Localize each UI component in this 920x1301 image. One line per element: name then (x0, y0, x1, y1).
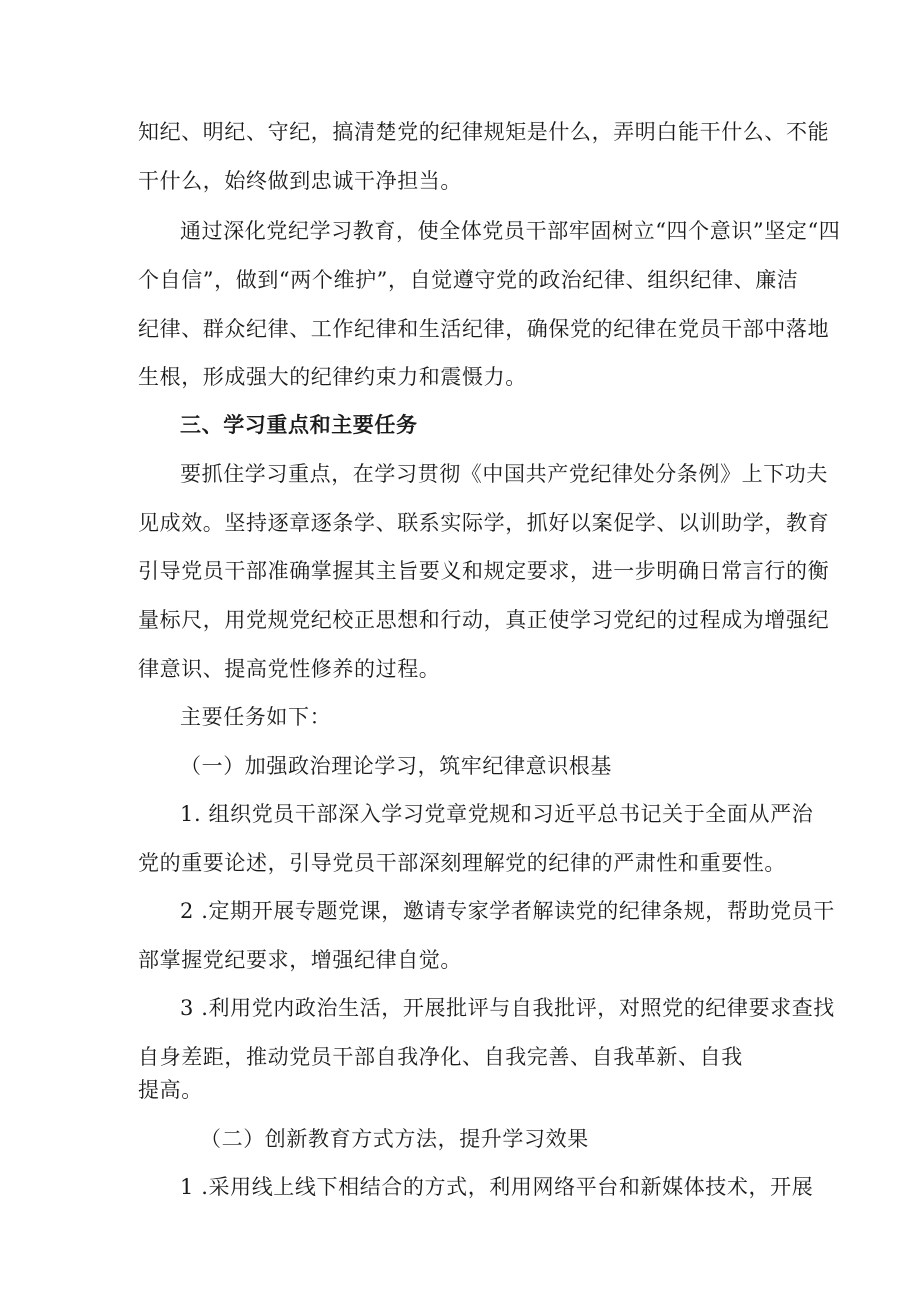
list-item-line: 1. 组织党员干部深入学习党章党规和习近平总书记关于全面从严治 (180, 802, 814, 826)
list-item-line: 提高。 (138, 1078, 203, 1102)
paragraph-line: 主要任务如下： (180, 705, 332, 729)
list-item-line: 党的重要论述，引导党员干部深刻理解党的纪律的严肃性和重要性。 (138, 851, 786, 875)
paragraph-line: 纪律、群众纪律、工作纪律和生活纪律，确保党的纪律在党员干部中落地 (138, 317, 830, 341)
list-item-line: 3 .利用党内政治生活，开展批评与自我批评，对照党的纪律要求查找 (180, 996, 835, 1020)
paragraph-line: 量标尺，用党规党纪校正思想和行动，真正使学习党纪的过程成为增强纪 (138, 608, 830, 632)
section-heading: 三、学习重点和主要任务 (180, 412, 418, 437)
subsection-heading: （二）创新教育方式方法，提升学习效果 (200, 1127, 589, 1151)
paragraph-line: 个自信”，做到“两个维护”，自觉遵守党的政治纪律、组织纪律、廉洁 (138, 268, 799, 292)
paragraph-line: 要抓住学习重点，在学习贯彻《中国共产党纪律处分条例》上下功夫 (180, 462, 828, 486)
paragraph-line: 见成效。坚持逐章逐条学、联系实际学，抓好以案促学、以训助学，教育 (138, 511, 830, 535)
paragraph-line: 通过深化党纪学习教育，使全体党员干部牢固树立“四个意识”坚定“四 (180, 219, 841, 243)
paragraph-line: 干什么，始终做到忠诚干净担当。 (138, 169, 462, 193)
paragraph-line: 知纪、明纪、守纪，搞清楚党的纪律规矩是什么，弄明白能干什么、不能 (138, 120, 830, 144)
list-item-line: 部掌握党纪要求，增强纪律自觉。 (138, 948, 462, 972)
paragraph-line: 律意识、提高党性修养的过程。 (138, 657, 441, 681)
list-item-line: 2 .定期开展专题党课，邀请专家学者解读党的纪律条规，帮助党员干 (180, 899, 835, 923)
subsection-heading: （一）加强政治理论学习，筑牢纪律意识根基 (180, 754, 612, 778)
list-item-line: 1 .采用线上线下相结合的方式，利用网络平台和新媒体技术，开展 (180, 1175, 814, 1199)
list-item-line: 自身差距，推动党员干部自我净化、自我完善、自我革新、自我 (138, 1045, 743, 1069)
paragraph-line: 引导党员干部准确掌握其主旨要义和规定要求，进一步明确日常言行的衡 (138, 559, 830, 583)
paragraph-line: 生根，形成强大的纪律约束力和震慑力。 (138, 365, 527, 389)
